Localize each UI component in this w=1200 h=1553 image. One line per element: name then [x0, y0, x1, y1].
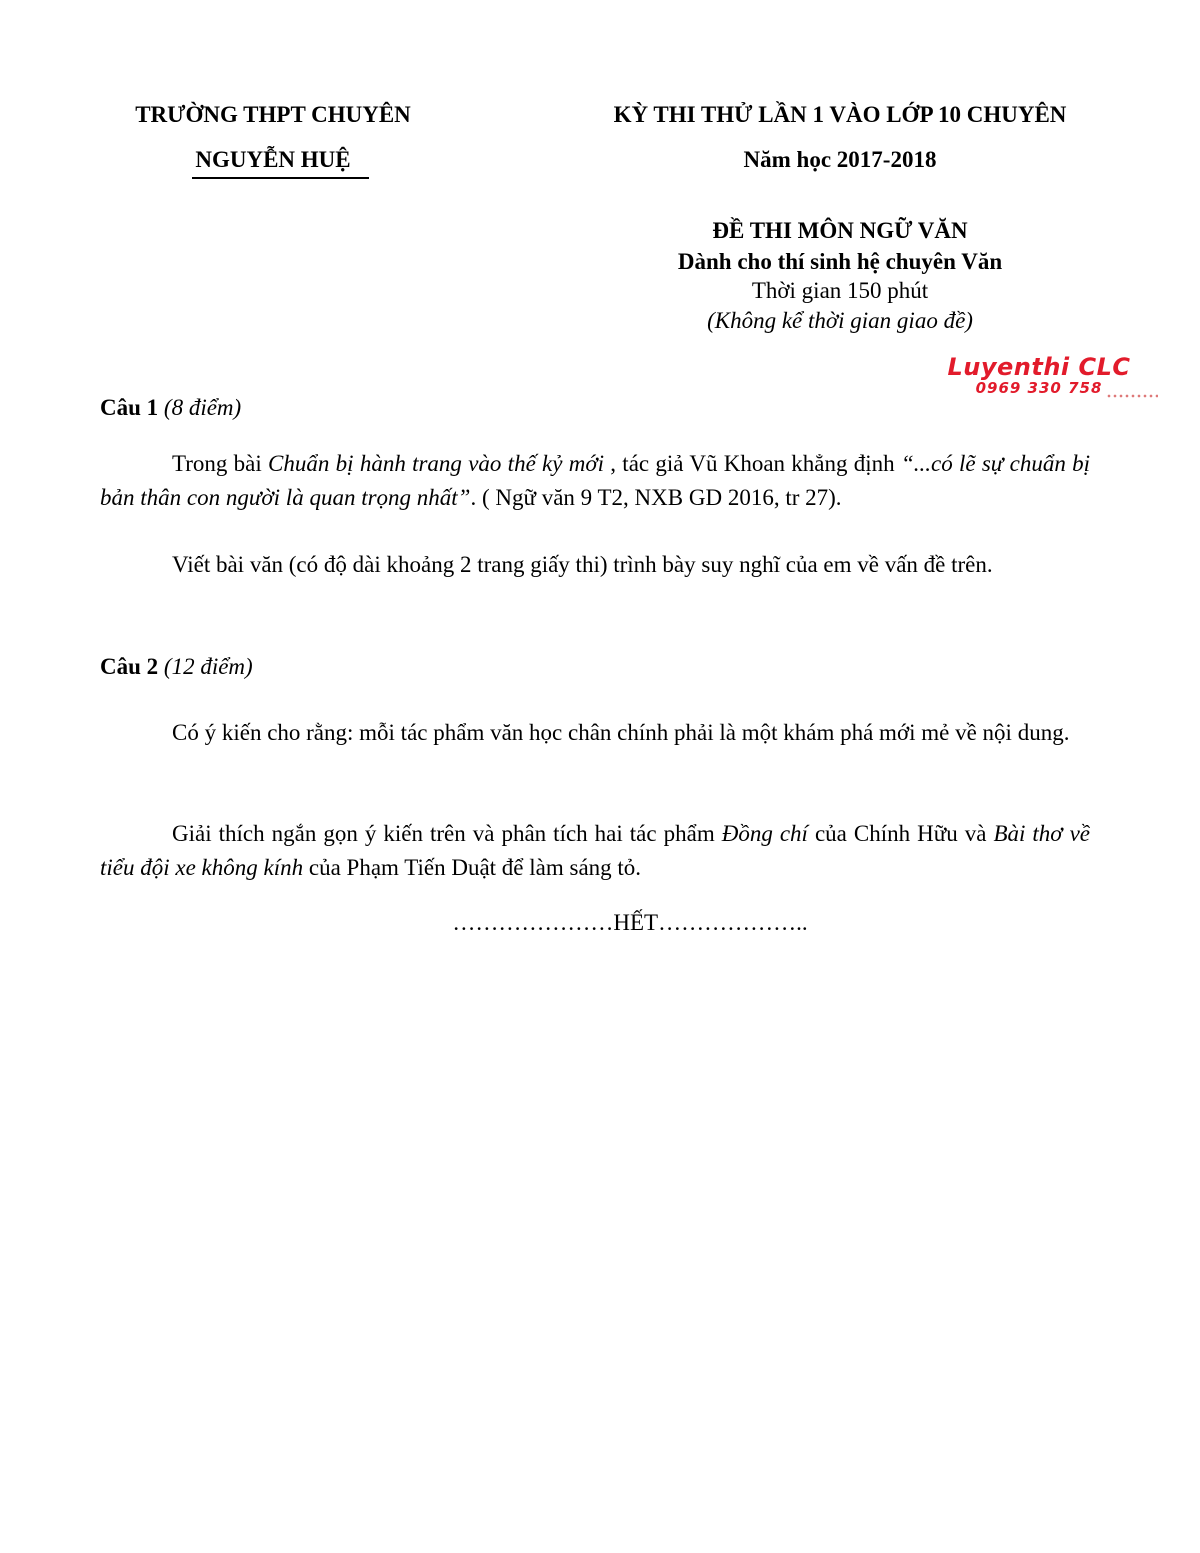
- question1-label: Câu 1: [100, 395, 159, 420]
- question2-label: Câu 2: [100, 654, 159, 679]
- school-name-underline: [192, 177, 369, 179]
- watermark-name: Luyenthi CLC: [947, 353, 1131, 381]
- q2p2-text1: Giải thích ngắn gọn ý kiến trên và phân tích hai tác phẩm: [172, 821, 722, 846]
- q1p1-text3: . ( Ngữ văn 9 T2, NXB GD 2016, tr 27).: [470, 485, 842, 510]
- exam-title: KỲ THI THỬ LẦN 1 VÀO LỚP 10 CHUYÊN: [613, 102, 1067, 127]
- q1p1-work-title: Chuẩn bị hành trang vào thế kỷ mới: [268, 451, 605, 476]
- end-marker: …………………HẾT………………..: [452, 910, 808, 935]
- watermark-phone: 0969 330 758: [975, 379, 1103, 397]
- duration-note: (Không kể thời gian giao đề): [707, 308, 973, 333]
- question2-paragraph2: [100, 817, 1090, 885]
- q1p1-text1: Trong bài: [172, 451, 269, 476]
- q2p2-text2: của Chính Hữu và: [807, 821, 994, 846]
- q1p1-quote: “...có lẽ sự chuẩn bị bản thân con người là quan trọng nhất”: [100, 451, 1090, 510]
- duration-line: Thời gian 150 phút: [751, 278, 929, 303]
- question1-heading: [100, 395, 241, 421]
- q1p1-text2: , tác giả Vũ Khoan khẳng định: [604, 451, 901, 476]
- school-name-line2: NGUYỄN HUỆ: [195, 147, 351, 172]
- question1-paragraph1: [100, 447, 1090, 515]
- subject-title: ĐỀ THI MÔN NGỮ VĂN: [712, 218, 968, 243]
- school-year: Năm học 2017-2018: [743, 147, 937, 172]
- question1-points: (8 điểm): [163, 395, 242, 420]
- audience-line: Dành cho thí sinh hệ chuyên Văn: [677, 249, 1003, 274]
- school-name-line1: TRƯỜNG THPT CHUYÊN: [135, 102, 411, 127]
- q2p2-work2-title: Bài thơ về tiểu đội xe không kính: [100, 821, 1090, 880]
- q2p2-work1-title: Đồng chí: [721, 821, 808, 846]
- question1-paragraph2: Viết bài văn (có độ dài khoảng 2 trang giấy thi) trình bày suy nghĩ của em về vấn đề trên.: [172, 552, 993, 577]
- question2-heading: [100, 654, 253, 680]
- luyenthi-watermark: [930, 353, 1160, 403]
- question2-points: (12 điểm): [163, 654, 253, 679]
- question2-paragraph1: Có ý kiến cho rằng: mỗi tác phẩm văn học chân chính phải là một khám phá mới mẻ về nội dung.: [172, 720, 1070, 745]
- q2p2-text3: của Phạm Tiến Duật để làm sáng tỏ.: [303, 855, 642, 880]
- watermark-dots: [1106, 393, 1158, 399]
